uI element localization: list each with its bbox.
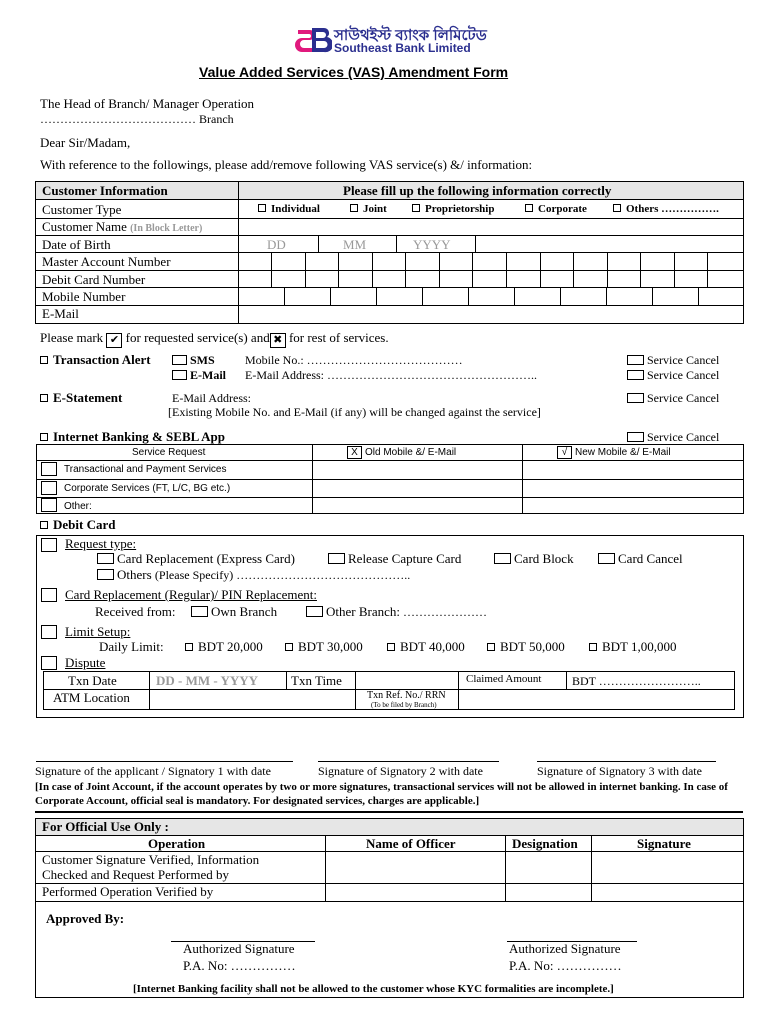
col-designation: Designation [512,836,578,851]
approved-by-label: Approved By: [46,911,125,926]
col-operation: Operation [148,836,206,851]
txn-ref-label: Txn Ref. No./ RRN [367,690,446,701]
auth-sig1-caption: Authorized Signature [183,941,295,956]
claimed-amount-input[interactable]: BDT …………………….. [572,674,701,688]
col-old-mobile[interactable]: X Old Mobile &/ E-Mail [347,446,456,459]
alert-email-address[interactable]: E-Mail Address: …………………………………………….. [245,368,537,382]
received-from-label: Received from: [95,604,176,619]
email-label: E-Mail [42,306,79,321]
type-proprietorship[interactable]: Proprietorship [412,203,494,215]
customer-info-header: Customer Information [42,183,168,198]
mark-instruction: Please mark ✔ for requested service(s) and ✖ for rest of services. [40,330,389,346]
pa2[interactable]: P.A. No: …………… [509,958,622,973]
sig2-caption: Signature of Signatory 2 with date [318,764,483,778]
e-statement-note: [Existing Mobile No. and E-Mail (if any) will be changed against the service] [168,405,541,419]
txn-time-label: Txn Time [291,673,342,688]
col-new-mobile[interactable]: √ New Mobile &/ E-Mail [557,446,671,459]
form-title: Value Added Services (VAS) Amendment Form [199,64,509,80]
customer-type-label: Customer Type [42,202,122,217]
limit-setup-label: Limit Setup: [65,624,131,639]
type-corporate[interactable]: Corporate [525,203,587,215]
limit-40000[interactable]: BDT 40,000 [387,639,465,655]
opt-other-branch[interactable]: Other Branch: ………………… [306,604,487,620]
limit-100000[interactable]: BDT 1,00,000 [589,639,677,655]
salutation: Dear Sir/Madam, [40,135,131,150]
opt-others[interactable]: Others (Please Specify) …………………………………….. [97,567,410,583]
official-title: For Official Use Only : [42,819,169,834]
dob-mm[interactable]: MM [343,237,367,252]
ib-row1-label: Transactional and Payment Services [64,464,227,475]
ib-row3-checkbox[interactable] [41,498,57,512]
official-row2: Performed Operation Verified by [42,884,214,899]
txn-date-label: Txn Date [68,673,117,688]
opt-card-block[interactable]: Card Block [494,551,574,567]
type-individual[interactable]: Individual [258,203,320,215]
opt-own-branch[interactable]: Own Branch [191,604,277,620]
sig3-line[interactable] [537,761,716,762]
opt-release-capture-card[interactable]: Release Capture Card [328,551,461,567]
branch-line[interactable]: ………………………………… Branch [40,112,234,126]
dob-label: Date of Birth [42,237,111,252]
bank-name-english: Southeast Bank Limited [334,41,471,55]
tick-icon: ✔ [106,333,122,348]
sig3-caption: Signature of Signatory 3 with date [537,764,702,778]
joint-account-note: [In case of Joint Account, if the account operates by two or more signatures, transactional services will not be allowed in internet banking. In case of Corporate Account, official seal is mandatory. For designated services, charges are applicable.] [35,781,728,807]
daily-limit-label: Daily Limit: [99,639,164,654]
official-row1: Customer Signature Verified, Information Checked and Request Performed by [42,852,260,882]
limit-setup-checkbox[interactable] [41,625,57,639]
replacement-checkbox[interactable] [41,588,57,602]
ib-row1-checkbox[interactable] [41,462,57,476]
bank-logo [294,26,332,54]
sig2-line[interactable] [318,761,499,762]
col-signature: Signature [637,836,691,851]
type-joint[interactable]: Joint [350,203,387,215]
sig1-line[interactable] [36,761,293,762]
fill-info-header: Please fill up the following information correctly [343,183,612,198]
e-statement-email[interactable]: E-Mail Address: [172,391,251,405]
transaction-alert-title: Transaction Alert [40,352,151,368]
ib-row2-checkbox[interactable] [41,481,57,495]
ib-row2-label: Corporate Services (FT, L/C, BG etc.) [64,483,231,494]
debit-card-title: Debit Card [40,517,115,533]
account-number-label: Master Account Number [42,254,171,269]
dob-yyyy[interactable]: YYYY [413,237,451,252]
e-statement-title: E-Statement [40,390,122,406]
card-number-label: Debit Card Number [42,272,146,287]
request-type-label: Request type: [65,536,137,551]
internet-banking-title: Internet Banking & SEBL App [40,429,225,445]
email-input[interactable] [240,306,742,322]
ib-row3-label: Other: [64,501,92,512]
col-service-request: Service Request [132,447,206,458]
separator [35,811,743,813]
dispute-checkbox[interactable] [41,656,57,670]
pa1[interactable]: P.A. No: …………… [183,958,296,973]
bank-name-bengali: সাউথইস্ট ব্যাংক লিমিটেড [334,27,487,44]
dispute-label: Dispute [65,655,106,670]
customer-name-label: Customer Name (In Block Letter) [42,219,203,234]
limit-20000[interactable]: BDT 20,000 [185,639,263,655]
mobile-number-label: Mobile Number [42,289,126,304]
addressee-to: The Head of Branch/ Manager Operation [40,96,255,111]
type-others[interactable]: Others ……………. [613,203,719,215]
alert-cancel-2[interactable]: Service Cancel [627,368,719,383]
col-officer: Name of Officer [366,836,456,851]
intro-text: With reference to the followings, please add/remove following VAS service(s) &/ information: [40,157,533,172]
internet-banking-cancel[interactable]: Service Cancel [627,430,719,445]
replacement-label: Card Replacement (Regular)/ PIN Replacement: [65,587,317,602]
dob-dd[interactable]: DD [267,237,286,252]
alert-mobile-no[interactable]: Mobile No.: ………………………………… [245,353,463,367]
request-type-checkbox[interactable] [41,538,57,552]
cross-icon: ✖ [270,333,286,348]
claimed-amount-label: Claimed Amount [466,673,542,685]
txn-date-input[interactable]: DD - MM - YYYY [156,673,259,688]
limit-30000[interactable]: BDT 30,000 [285,639,363,655]
txn-ref-hint: (To be filed by Branch) [371,701,437,709]
e-statement-cancel[interactable]: Service Cancel [627,391,719,406]
atm-location-label: ATM Location [53,690,130,705]
limit-50000[interactable]: BDT 50,000 [487,639,565,655]
opt-card-replacement-express[interactable]: Card Replacement (Express Card) [97,551,295,567]
sms-checkbox[interactable]: SMS [172,353,215,368]
bank-logo-icon [294,26,332,54]
customer-name-input[interactable] [240,220,742,234]
opt-card-cancel[interactable]: Card Cancel [598,551,683,567]
kyc-footer-note: [Internet Banking facility shall not be allowed to the customer whose KYC formalities are incomplete.] [133,983,614,995]
auth-sig2-caption: Authorized Signature [509,941,621,956]
sig1-caption: Signature of the applicant / Signatory 1 with date [35,764,271,778]
alert-cancel-1[interactable]: Service Cancel [627,353,719,368]
email-alert-checkbox[interactable]: E-Mail [172,368,226,383]
